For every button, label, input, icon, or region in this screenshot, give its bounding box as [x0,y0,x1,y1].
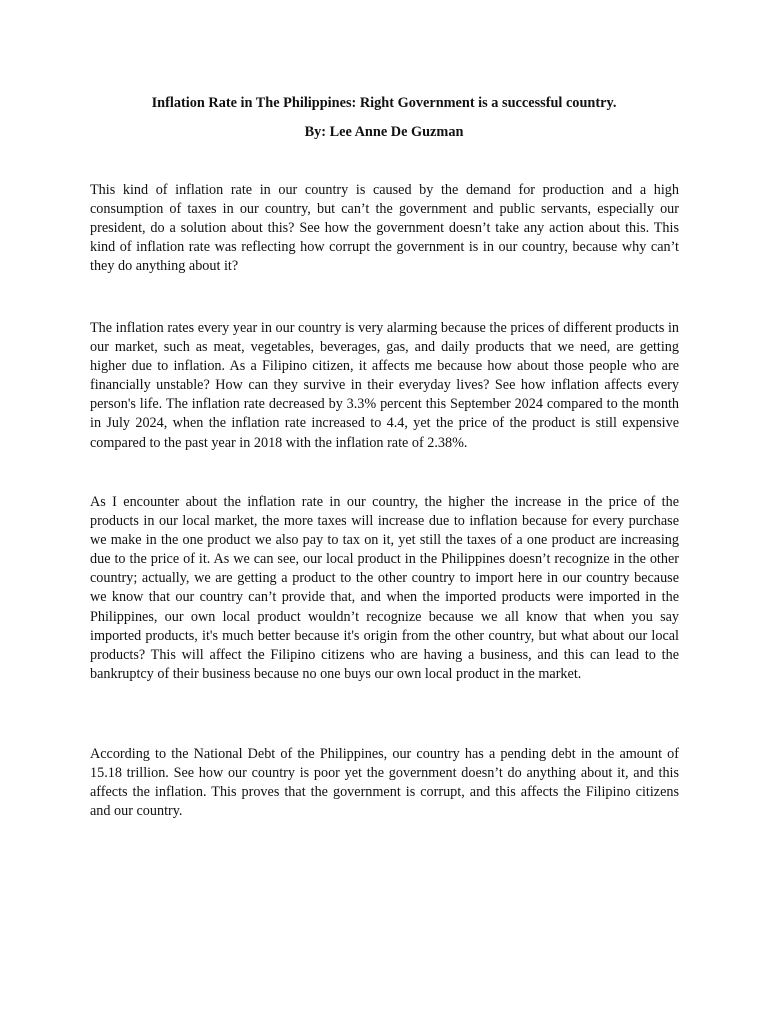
paragraph: The inflation rates every year in our country is very alarming because the prices of different products in our market, such as meat, vegetables, beverages, gas, and daily products that we need, are getting higher due to inflation. As a Filipino citizen, it affects me because how about those people who are financially unstable? How can they survive in their everyday lives? See how inflation affects every person's life. The inflation rate decreased by 3.3% percent this September 2024 compared to the month in July 2024, when the inflation rate increased to 4.4, yet the price of the product is still expensive compared to the past year in 2018 with the inflation rate of 2.38%. [90,320,679,451]
document-title: Inflation Rate in The Philippines: Right Government is a successful country. [151,95,617,111]
author-byline: By: Lee Anne De Guzman [304,124,464,140]
paragraph: According to the National Debt of the Philippines, our country has a pending debt in the amount of 15.18 trillion. See how our country is poor yet the government doesn’t do anything about it, and this affects the inflation. This proves that the government is corrupt, and this affects the Filipino citizens and our country. [90,746,679,820]
paragraph: As I encounter about the inflation rate in our country, the higher the increase in the price of the products in our local market, the more taxes will increase due to inflation because for every purchase we make in the one product we also pay to tax on it, yet still the taxes of a one product are increasing due to the price of it. As we can see, our local product in the Philippines doesn’t recognize in the other country; actually, we are getting a product to the other country to import here in our country because we know that our country can’t provide that, and when the imported products were imported in the Philippines, our own local product wouldn’t recognize because we all know that when you say imported products, it's much better because it's origin from the other country, but what about our local products? This will affect the Filipino citizens who are having a business, and this can lead to the bankruptcy of their business because no one buys our own local product in the market. [90,494,679,682]
paragraph: This kind of inflation rate in our country is caused by the demand for production and a high consumption of taxes in our country, but can’t the government and public servants, especially our president, do a solution about this? See how the government doesn’t take any action about this. This kind of inflation rate was reflecting how corrupt the government is in our country, because why can’t they do anything about it? [90,182,679,275]
